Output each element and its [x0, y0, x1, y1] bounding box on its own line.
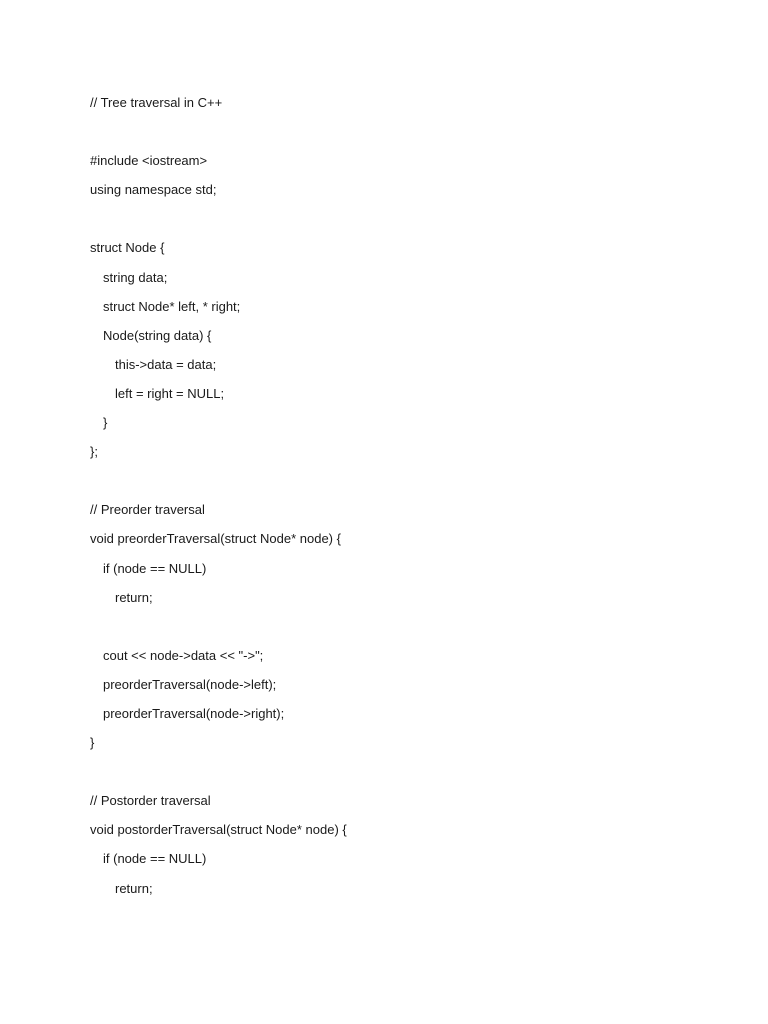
code-line: using namespace std; — [90, 182, 217, 198]
code-line: struct Node* left, * right; — [103, 298, 241, 314]
code-line: // Postorder traversal — [90, 793, 211, 809]
code-line: return; — [115, 880, 153, 896]
code-line: left = right = NULL; — [115, 385, 225, 401]
code-line: preorderTraversal(node->left); — [103, 676, 277, 692]
code-line: struct Node { — [90, 240, 165, 256]
blank-line — [90, 117, 730, 146]
code-line: void postorderTraversal(struct Node* node) { — [90, 822, 347, 838]
code-line: #include <iostream> — [90, 153, 208, 169]
blank-line — [90, 204, 730, 233]
blank-line — [90, 612, 730, 641]
code-listing — [90, 88, 730, 903]
code-line: } — [90, 735, 95, 751]
code-line: this->data = data; — [115, 356, 217, 372]
code-line: Node(string data) { — [103, 327, 212, 343]
code-line: } — [103, 415, 108, 431]
code-line: string data; — [103, 269, 168, 285]
code-line: if (node == NULL) — [103, 560, 207, 576]
blank-line — [90, 757, 730, 786]
code-line: // Tree traversal in C++ — [90, 95, 223, 110]
code-line: void preorderTraversal(struct Node* node) { — [90, 531, 341, 547]
code-line: return; — [115, 589, 153, 605]
code-line: // Preorder traversal — [90, 502, 205, 518]
blank-line — [90, 466, 730, 495]
code-line: }; — [90, 444, 98, 460]
code-line: cout << node->data << "->"; — [103, 647, 264, 663]
code-line: if (node == NULL) — [103, 851, 207, 867]
code-line: preorderTraversal(node->right); — [103, 705, 285, 721]
